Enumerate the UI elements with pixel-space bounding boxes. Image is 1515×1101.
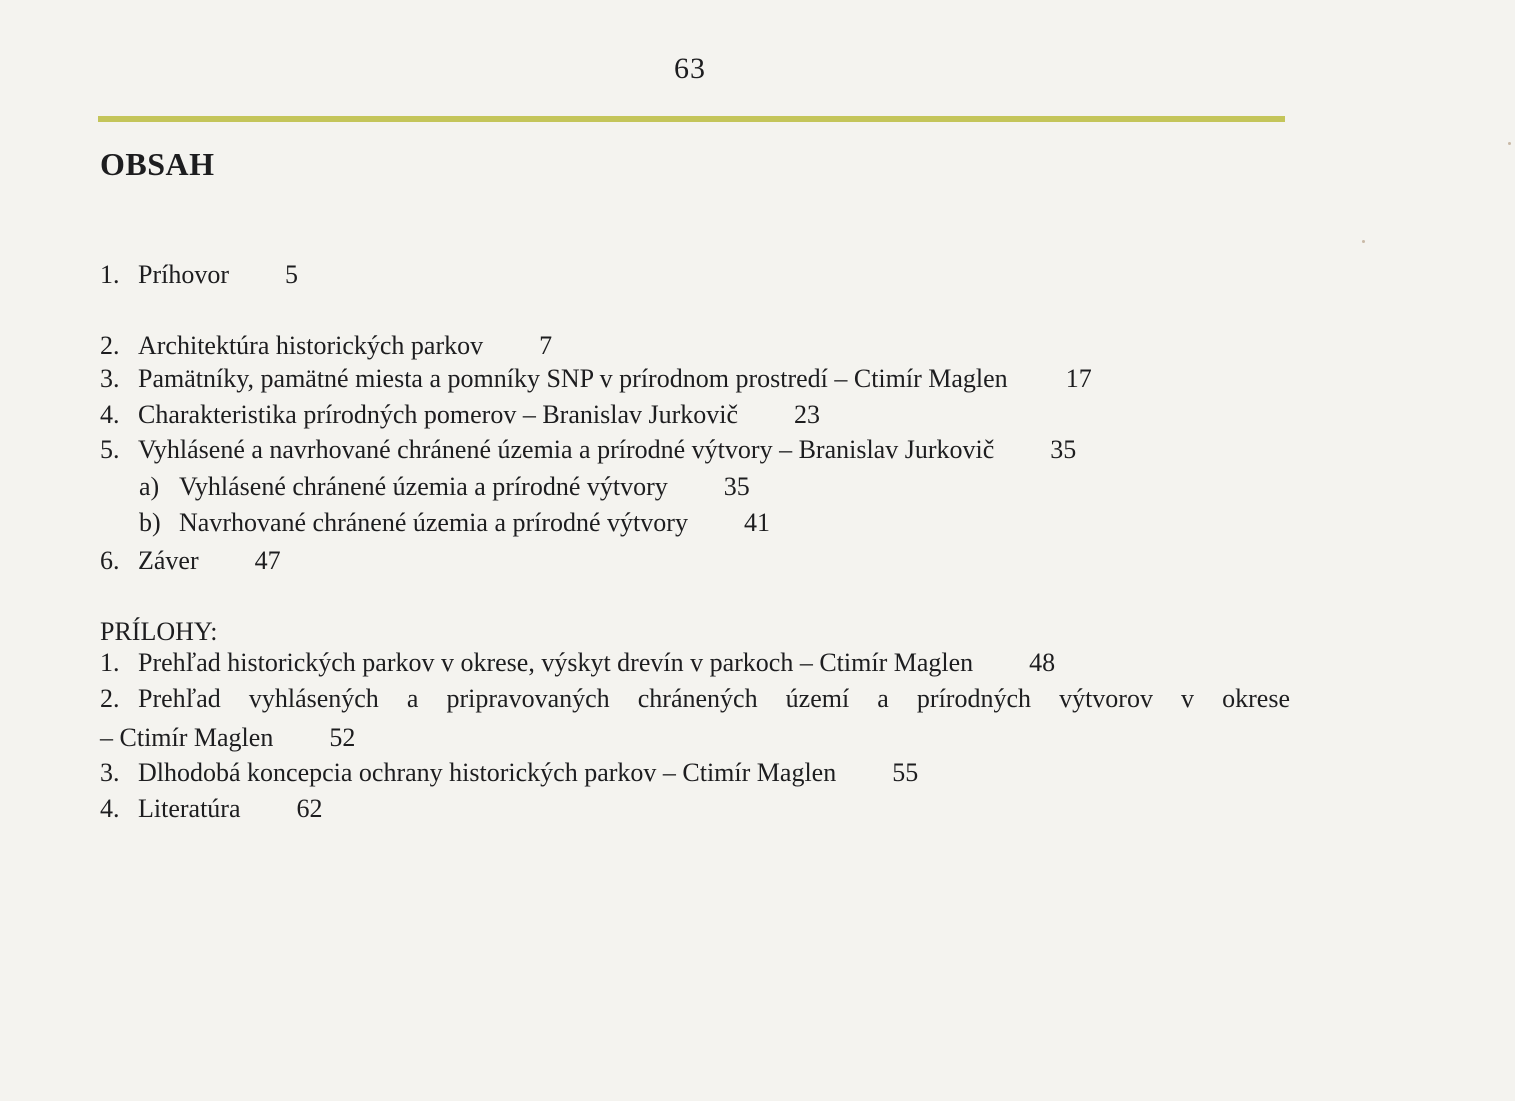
toc-subentry-letter: a) [139, 472, 160, 501]
toc-entry-title: Záver [138, 546, 199, 575]
toc-entry-page: 17 [1065, 364, 1092, 393]
toc-entry [100, 331, 552, 361]
toc-entry-page: 35 [1050, 435, 1077, 464]
appendix-entry-page: 55 [892, 758, 919, 787]
toc-subentry-letter: b) [139, 508, 161, 537]
toc-subentry [139, 472, 750, 502]
appendix-entry-title: Prehľad historických parkov v okrese, výskyt drevín v parkoch – Ctimír Maglen [138, 648, 974, 677]
appendix-entry-page: 48 [1029, 648, 1056, 677]
toc-entry [100, 546, 281, 576]
paper-speck [1362, 240, 1365, 243]
toc-subentry-title: Navrhované chránené územia a prírodné výtvory [179, 508, 688, 537]
appendix-entry-title: Literatúra [138, 794, 241, 823]
appendix-entry [100, 684, 1290, 714]
appendix-entry-title: Prehľad vyhlásených a pripravovaných chránených území a prírodných výtvorov v okrese [138, 684, 1290, 713]
appendix-entry-number: 1. [100, 648, 120, 677]
toc-entry-title: Architektúra historických parkov [138, 331, 484, 360]
toc-entry-page: 5 [285, 260, 298, 289]
contents-heading: OBSAH [100, 146, 215, 182]
toc-entry-page: 23 [794, 400, 821, 429]
toc-entry-title: Charakteristika prírodných pomerov – Branislav Jurkovič [138, 400, 739, 429]
toc-subentry [139, 508, 770, 538]
toc-entry-title: Pamätníky, pamätné miesta a pomníky SNP v prírodnom prostredí – Ctimír Maglen [138, 364, 1008, 393]
toc-entry-title: Príhovor [138, 260, 229, 289]
appendix-entry-continuation [100, 723, 355, 753]
toc-entry [100, 400, 820, 430]
appendix-entry-author: – Ctimír Maglen [100, 723, 274, 752]
appendix-entry-title: Dlhodobá koncepcia ochrany historických parkov – Ctimír Maglen [138, 758, 837, 787]
toc-entry-title: Vyhlásené a navrhované chránené územia a prírodné výtvory – Branislav Jurkovič [138, 435, 995, 464]
appendix-entry-number: 3. [100, 758, 120, 787]
paper-speck [1508, 142, 1511, 145]
toc-entry-number: 4. [100, 400, 120, 429]
appendix-heading: PRÍLOHY: [100, 617, 218, 646]
toc-entry-number: 5. [100, 435, 120, 464]
toc-subentry-page: 41 [743, 508, 770, 537]
toc-entry-number: 3. [100, 364, 120, 393]
toc-subentry-page: 35 [723, 472, 750, 501]
appendix-entry-page: 62 [296, 794, 323, 823]
appendix-entry-number: 4. [100, 794, 120, 823]
toc-entry [100, 364, 1092, 394]
appendix-entry-number: 2. [100, 684, 120, 713]
toc-entry-number: 6. [100, 546, 120, 575]
toc-subentry-title: Vyhlásené chránené územia a prírodné výtvory [179, 472, 668, 501]
toc-entry-page: 7 [539, 331, 553, 360]
appendix-entry [100, 794, 323, 824]
toc-entry-number: 1. [100, 260, 120, 289]
appendix-entry [100, 648, 1055, 678]
toc-entry [100, 260, 298, 290]
toc-entry [100, 435, 1076, 465]
toc-entry-number: 2. [100, 331, 120, 360]
page-number: 63 [674, 52, 706, 85]
header-rule [98, 116, 1285, 122]
toc-entry-page: 47 [254, 546, 281, 575]
appendix-entry [100, 758, 918, 788]
appendix-entry-page: 52 [329, 723, 356, 752]
